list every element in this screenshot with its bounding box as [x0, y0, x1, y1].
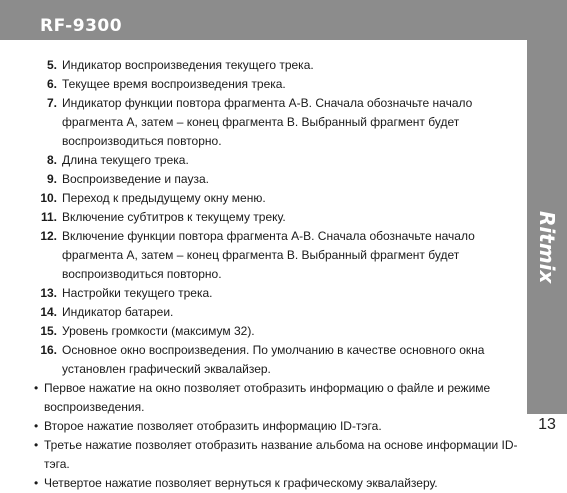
bullet-item — [30, 417, 522, 436]
bullet-item — [30, 379, 522, 417]
list-item — [30, 322, 522, 341]
brand-logo: Ritmix — [535, 211, 559, 284]
item-text: Включение субтитров к текущему треку. — [62, 210, 286, 224]
item-number: 11. — [40, 210, 57, 224]
item-text: Настройки текущего трека. — [62, 286, 213, 300]
model-title: RF-9300 — [40, 16, 123, 36]
list-item — [30, 227, 522, 284]
item-number: 16. — [40, 343, 57, 357]
item-text: Включение функции повтора фрагмента А-В. Сначала обозначьте начало фрагмента А, затем – конец фрагмента В. Выбранный фрагмент будет воспроизводиться повторно. — [62, 229, 475, 281]
item-number: 7. — [46, 96, 57, 110]
bullet-text: Третье нажатие позволяет отобразить название альбома на основе информации ID-тэга. — [44, 438, 518, 471]
item-number: 9. — [46, 172, 57, 186]
list-item — [30, 170, 522, 189]
item-number: 5. — [46, 58, 57, 72]
list-item — [30, 341, 522, 379]
item-number: 14. — [40, 305, 57, 319]
item-text: Уровень громкости (максимум 32). — [62, 324, 255, 338]
bullet-mark: • — [34, 476, 39, 490]
bullet-text: Второе нажатие позволяет отобразить информацию ID-тэга. — [44, 419, 382, 433]
item-text: Воспроизведение и пауза. — [62, 172, 209, 186]
item-number: 13. — [40, 286, 57, 300]
page-number-box — [527, 414, 567, 454]
item-text: Текущее время воспроизведения трека. — [62, 77, 286, 91]
bullet-item — [30, 436, 522, 474]
bullet-text: Первое нажатие на окно позволяет отобразить информацию о файле и режиме воспроизведения. — [44, 381, 491, 414]
item-text: Длина текущего трека. — [62, 153, 189, 167]
item-number: 12. — [40, 229, 57, 243]
item-number: 8. — [46, 153, 57, 167]
list-item — [30, 303, 522, 322]
item-number: 6. — [46, 77, 57, 91]
item-number: 15. — [40, 324, 57, 338]
item-text: Индикатор функции повтора фрагмента А-В. Сначала обозначьте начало фрагмента А, затем – конец фрагмента В. Выбранный фрагмент будет воспроизводиться повторно. — [62, 96, 473, 148]
bullet-mark: • — [34, 381, 39, 395]
bullet-list — [30, 379, 522, 493]
list-item — [30, 284, 522, 303]
bullet-mark: • — [34, 438, 39, 452]
item-text: Индикатор батареи. — [62, 305, 174, 319]
bullet-mark: • — [34, 419, 39, 433]
item-number: 10. — [40, 191, 57, 205]
list-item — [30, 75, 522, 94]
item-text: Переход к предыдущему окну меню. — [62, 191, 266, 205]
list-item — [30, 151, 522, 170]
list-item — [30, 189, 522, 208]
bullet-text: Четвертое нажатие позволяет вернуться к графическому эквалайзеру. — [44, 476, 438, 490]
list-item — [30, 94, 522, 151]
item-text: Индикатор воспроизведения текущего трека. — [62, 58, 314, 72]
list-item — [30, 56, 522, 75]
page-number: 13 — [538, 416, 556, 433]
item-text: Основное окно воспроизведения. По умолчанию в качестве основного окна установлен графический эквалайзер. — [62, 343, 485, 376]
manual-content — [30, 56, 522, 493]
numbered-list — [30, 56, 522, 379]
list-item — [30, 208, 522, 227]
bullet-item — [30, 474, 522, 493]
